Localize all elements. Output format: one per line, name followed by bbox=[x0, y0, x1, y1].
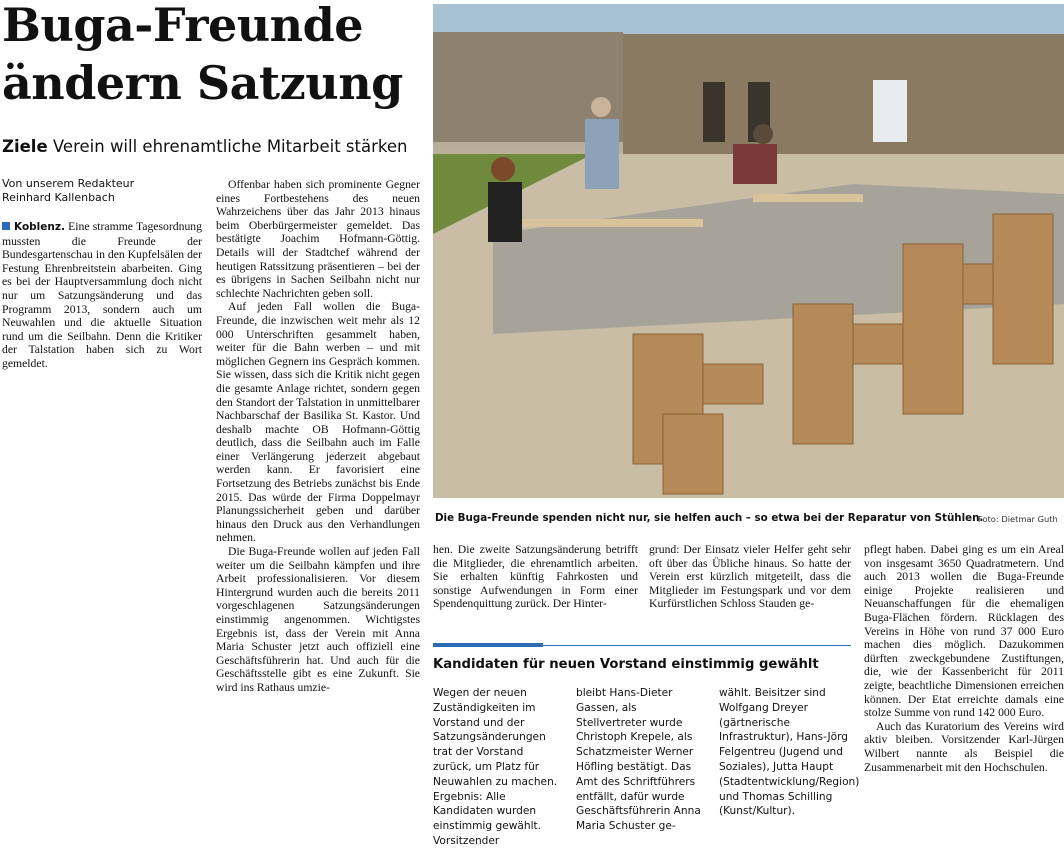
article-column-4 bbox=[649, 543, 851, 628]
photo-credit: Foto: Dietmar Guth bbox=[978, 514, 1058, 524]
headline-line-1: Buga-Freunde bbox=[2, 0, 364, 52]
article-lead-paragraph bbox=[2, 220, 202, 371]
article-paragraph: grund: Der Einsatz vieler Helfer geht sehr oft über das Übliche hinaus. So hatte der Verein erst kürzlich mitgeteilt, dass die Mitglieder im Festungspark und vor dem Kurfürstlichen Schloss Stauden ge- bbox=[649, 543, 851, 611]
article-column-2 bbox=[216, 178, 420, 833]
article-paragraph: Auch das Kuratorium des Vereins wird aktiv bleiben. Vorsitzender Karl-Jürgen Wilbert nannte als Beispiel die Zusammenarbeit mit den Hochschulen. bbox=[864, 719, 1064, 774]
subheadline bbox=[2, 136, 427, 158]
dateline-location: Koblenz. bbox=[14, 221, 65, 233]
infobox-column-2 bbox=[576, 686, 708, 834]
article-column-5 bbox=[864, 543, 1064, 833]
article-photo bbox=[433, 4, 1064, 498]
infobox-text: wählt. Beisitzer sind Wolfgang Dreyer (gärtnerische Infrastruktur), Hans-Jörg Felgentreu (Jugend und Soziales), Jutta Haupt (Stadtentwicklung/Region) und Thomas Schilling (Kunst/Kultur). bbox=[719, 687, 860, 818]
article-paragraph: Auf jeden Fall wollen die Buga-Freunde, die inzwischen weit mehr als 12 000 Unterschriften gesammelt haben, weiter für die Bahn werben – und mit möglichen Gegnern ins Gespräch kommen. Sie wissen, dass sich die Kritik nicht gegen die gesamte Anlage richtet, sondern gegen den Standort der Talstation in unmittelbarer Nachbarschaf der Basilika St. Kastor. Und deshalb machte OB Hofmann-Göttig deutlich, dass die Seilbahn auch im Falle einer Verlängerung jederzeit abgebaut werden kann. Er favorisiert eine Fortsetzung des Betriebs zunächst bis Ende 2015. Das würde der Firma Doppelmayr Planungssicherheit geben und darüber hinaus den Druck aus den Verhandlungen nehmen. bbox=[216, 300, 420, 545]
infobox-accent-rule bbox=[433, 643, 543, 647]
article-paragraph: pflegt haben. Dabei ging es um ein Areal von insgesamt 3650 Quadratmetern. Und auch 2013 wollen die Buga-Freunde einige Projekte realisieren und Neuanschaffungen für die ehemaligen Buga-Flächen fördern. Rücklagen des Vereins in Höhe von rund 37 000 Euro machen dies möglich. Dazukommen dürften zweckgebundene Zustiftungen, die, wie der Kassenbericht für 2011 zeigte, beachtliche Dimensionen erreichen können. Der Etat erreichte damals eine stolze Summe von rund 142 000 Euro. bbox=[864, 543, 1064, 720]
subhead-kicker: Ziele bbox=[2, 137, 48, 156]
article-column-3 bbox=[433, 543, 638, 628]
headline-line-2: ändern Satzung bbox=[2, 56, 403, 110]
byline bbox=[2, 177, 212, 205]
infobox-title: Kandidaten für neuen Vorstand einstimmig gewählt bbox=[433, 657, 819, 672]
article-paragraph: Offenbar haben sich prominente Gegner eines Fortbestehens des neuen Wahrzeichens über das Jahr 2013 hinaus beim Oberbürgermeister gemeldet. Das bestätigte Joachim Hofmann-Göttig. Details will der Stadtchef während der heutigen Ratssitzung präsentieren – bei der es übrigens in Sachen Seilbahn nicht nur schlechte Nachrichten geben soll. bbox=[216, 178, 420, 300]
article-paragraph: Die Buga-Freunde wollen auf jeden Fall weiter um die Seilbahn kämpfen und ihre Arbeit professionalisieren. Vor diesem Hintergrund wurden auch die bereits 2011 vorgeschlagenen Satzungsänderungen einstimmig angenommen. Wichtigstes Ergebnis ist, dass der Verein mit Anna Maria Schuster jetzt auch offiziell eine Geschäftsführerin hat. Und auch für die Geschäftsstelle gibt es eine Zukunft. Sie wird ins Rathaus umzie- bbox=[216, 545, 420, 694]
photo-caption: Die Buga-Freunde spenden nicht nur, sie helfen auch – so etwa bei der Reparatur von Stühlen. bbox=[435, 512, 984, 524]
subhead-text: Verein will ehrenamtliche Mitarbeit stärken bbox=[52, 137, 408, 156]
infobox-column-1 bbox=[433, 686, 563, 847]
article-column-1 bbox=[2, 220, 202, 400]
article-paragraph: hen. Die zweite Satzungsänderung betrifft die Mitglieder, die ehrenamtlich arbeiten. Sie erhalten künftig Fahrkosten und sonstige Aufwendungen in Form einer Spendenquittung zurück. Der Hinter- bbox=[433, 543, 638, 611]
article-lead-text: Eine stramme Tagesordnung mussten die Freunde der Bundesgartenschau in den Kupfelsälen der Festung Ehrenbreitstein abarbeiten. Ging es bei der Hauptversammlung doch nicht nur um Satzungsänderung und das Programm 2013, sondern auch um Neuwahlen und die aktuelle Situation rund um die Seilbahn. Denn die Kritiker der Talstation haben sich zu Wort gemeldet. bbox=[2, 220, 202, 370]
infobox-divider bbox=[543, 645, 851, 646]
infobox-text: Wegen der neuen Zuständigkeiten im Vorstand und der Satzungsänderungen trat der Vorstand zurück, um Platz für Neuwahlen zu machen. Ergebnis: Alle Kandidaten wurden einstimmig gewählt. Vorsitzender bbox=[433, 687, 558, 847]
headline bbox=[2, 0, 427, 112]
location-marker-icon bbox=[2, 222, 10, 230]
photo-illustration bbox=[433, 4, 1064, 498]
byline-role: Von unserem Redakteur bbox=[2, 177, 135, 190]
infobox-column-3 bbox=[719, 686, 860, 834]
infobox-text: bleibt Hans-Dieter Gassen, als Stellvertreter wurde Christoph Krepele, als Schatzmeister Werner Höfling bestätigt. Das Amt des Schriftführers entfällt, dafür wurde Geschäftsführerin Anna Maria Schuster ge- bbox=[576, 687, 701, 833]
byline-author: Reinhard Kallenbach bbox=[2, 191, 115, 204]
